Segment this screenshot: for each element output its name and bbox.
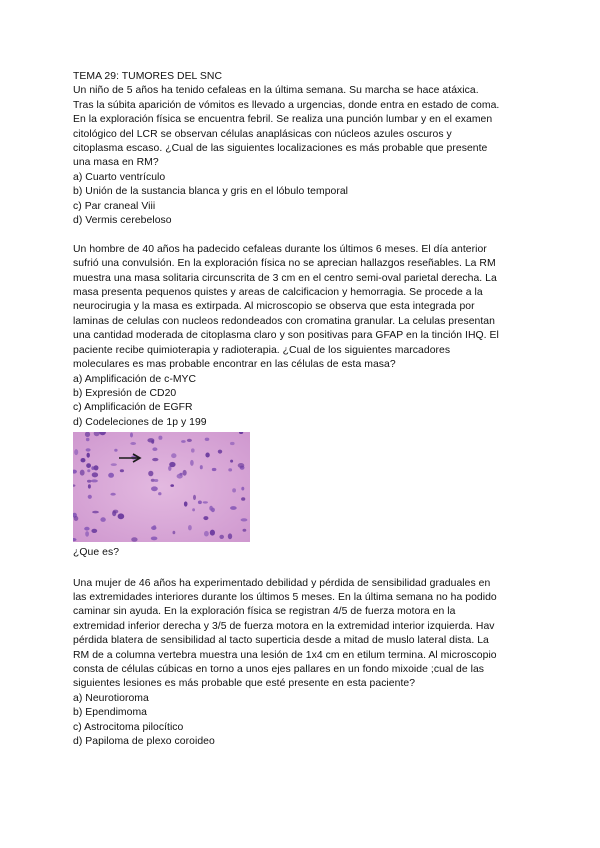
question-4 <box>73 577 533 750</box>
cell-nucleus <box>218 450 222 454</box>
cell-nucleus <box>118 514 125 520</box>
cell-nucleus <box>154 479 158 482</box>
cell-nucleus <box>91 529 97 533</box>
cell-nucleus <box>92 511 99 514</box>
cell-nucleus <box>205 438 210 441</box>
cell-nucleus <box>173 531 176 535</box>
q4-line: las extremidades interiores durante los últimos 5 meses. En la última semana no ha podido <box>73 591 497 603</box>
cell-nucleus <box>131 537 137 542</box>
cell-nucleus <box>88 495 92 499</box>
cell-nucleus <box>148 471 153 477</box>
q4-line: RM de a columna vertebra muestra una lesión de 1x4 cm en etilum termina. Al microscopio <box>73 649 497 661</box>
cell-nucleus <box>113 510 119 514</box>
q4-line: Una mujer de 46 años ha experimentado debilidad y pérdida de sensibilidad graduales en <box>73 577 491 589</box>
q4-line: siguientes lesiones es más probable que esté presente en esta paciente? <box>73 678 416 690</box>
cell-nucleus <box>203 501 208 503</box>
cell-nucleus <box>158 492 161 495</box>
cell-nucleus <box>151 537 158 541</box>
cell-nucleus <box>74 516 79 521</box>
histology-micrograph <box>73 432 250 542</box>
cell-nucleus <box>228 534 232 540</box>
cell-nucleus <box>114 449 117 452</box>
q4-option-b: b) Ependimoma <box>73 707 147 719</box>
q1-line: En la exploración física se encuentra febril. Se realiza una punción lumbar y en el examen <box>73 114 493 126</box>
cell-nucleus <box>181 440 186 443</box>
cell-nucleus <box>88 484 91 488</box>
cell-nucleus <box>85 531 89 537</box>
q1-option-d: d) Vermis cerebeloso <box>73 215 172 227</box>
cell-nucleus <box>219 535 224 539</box>
cell-nucleus <box>80 470 85 476</box>
cell-nucleus <box>120 469 124 472</box>
cell-nucleus <box>188 525 192 530</box>
cell-nucleus <box>100 517 105 522</box>
q4-option-a: a) Neurotioroma <box>73 692 149 704</box>
q4-option-d: d) Papiloma de plexo coroideo <box>73 736 215 748</box>
cell-nucleus <box>190 460 194 466</box>
cell-nucleus <box>91 480 98 483</box>
q4-option-c: c) Astrocitoma pilocítico <box>73 721 184 733</box>
q2-option-c: c) Amplificación de EGFR <box>73 402 193 414</box>
q1-line: Tras la súbita aparición de vómitos es llevado a urgencias, donde entra en estado de coma. <box>73 99 500 111</box>
cell-nucleus <box>87 453 90 458</box>
spacer <box>73 228 533 242</box>
cell-nucleus <box>169 462 175 467</box>
cell-nucleus <box>130 442 136 445</box>
cell-nucleus <box>86 463 91 468</box>
cell-nucleus <box>170 484 174 487</box>
cell-nucleus <box>94 465 99 470</box>
cell-nucleus <box>171 453 176 458</box>
q2-option-a: a) Amplificación de c-MYC <box>73 373 197 385</box>
q2-line: neurocirugia y la masa es extirpada. Al microscopio se observa que esta integrada por <box>73 301 475 313</box>
cell-nucleus <box>187 439 192 442</box>
cell-nucleus <box>74 449 78 455</box>
q1-line: una masa en RM? <box>73 157 159 169</box>
question-2 <box>73 243 533 430</box>
cell-nucleus <box>147 438 154 442</box>
cell-nucleus <box>230 442 235 445</box>
q1-option-b: b) Unión de la sustancia blanca y gris en el lóbulo temporal <box>73 186 349 198</box>
cell-nucleus <box>87 469 90 472</box>
cell-nucleus <box>243 529 247 532</box>
cell-nucleus <box>84 527 89 531</box>
cell-nucleus <box>153 525 156 529</box>
cell-nucleus <box>210 530 215 536</box>
cell-nucleus <box>151 487 158 492</box>
cell-nucleus <box>241 518 248 521</box>
cell-nucleus <box>183 470 187 476</box>
document-page <box>73 70 533 749</box>
q2-line: una cantidad moderada de citoplasma claro y son positivas para GFAP en la tinción IHQ. El <box>73 330 499 342</box>
cell-nucleus <box>192 508 195 511</box>
cell-nucleus <box>193 495 196 500</box>
cell-nucleus <box>241 497 245 501</box>
cell-nucleus <box>108 473 114 478</box>
cell-nucleus <box>209 506 213 511</box>
cell-nucleus <box>87 480 91 483</box>
cell-nucleus <box>184 502 188 507</box>
cell-nucleus <box>111 463 117 466</box>
q1-line: citoplasma escaso. ¿Cual de las siguientes localizaciones es más probable que presente <box>73 143 488 155</box>
cell-nucleus <box>86 448 91 451</box>
cell-nucleus <box>238 463 245 468</box>
cell-nucleus <box>152 458 158 461</box>
cell-nucleus <box>179 473 182 476</box>
cell-nucleus <box>230 460 233 463</box>
cell-nucleus <box>130 433 133 438</box>
cell-nucleus <box>81 458 86 462</box>
q2-option-d: d) Codeleciones de 1p y 199 <box>73 416 207 428</box>
q4-line: caminar sin ayuda. En la exploración física se registran 4/5 de fuerza motora en la <box>73 606 456 618</box>
cell-nucleus <box>212 468 217 471</box>
tissue-background <box>73 432 250 542</box>
q2-line: moleculares es mas probable encontrar en las células de esta masa? <box>73 359 396 371</box>
spacer <box>73 561 533 577</box>
cell-nucleus <box>198 501 202 505</box>
q4-line: consta de células cúbicas en torno a unos ejes pallares en un fondo mixoide ;cual de las <box>73 663 485 675</box>
cell-nucleus <box>158 436 162 440</box>
q1-line: citológico del LCR se observan células anaplásicas con núcleos azules oscuros y <box>73 128 452 140</box>
cell-nucleus <box>191 449 195 453</box>
cell-nucleus <box>200 465 203 469</box>
cell-nucleus <box>228 468 232 471</box>
cell-nucleus <box>230 506 237 510</box>
cell-nucleus <box>92 473 98 478</box>
cell-nucleus <box>152 448 157 452</box>
q2-line: masa presenta pequenos quistes y areas de calcificacion y hemorragia. Se procede a la <box>73 287 483 299</box>
q2-option-b: b) Expresión de CD20 <box>73 387 177 399</box>
cell-nucleus <box>241 487 244 491</box>
q2-line: sufrió una convulsión. En la exploración física no se aprecian hallazgos reseñables. La RM <box>73 258 496 270</box>
cell-nucleus <box>204 531 209 537</box>
q1-option-c: c) Par craneal Viii <box>73 200 156 212</box>
question-1 <box>73 84 533 228</box>
q2-line: laminas de celulas con nucleos redondeados con cromatina granular. La celulas presentan <box>73 315 495 327</box>
cell-nucleus <box>86 438 90 441</box>
q2-line: muestra una masa solitaria circunscrita de 3 cm en el centro semi-oval parietal derecha. La <box>73 272 497 284</box>
q2-line: Un hombre de 40 años ha padecido cefaleas durante los últimos 6 meses. El día anterior <box>73 243 487 255</box>
q1-option-a: a) Cuarto ventrículo <box>73 171 166 183</box>
q2-line: paciente recibe quimioterapia y radioterapia. ¿Cual de los siguientes marcadores <box>73 344 451 356</box>
cell-nucleus <box>110 493 115 496</box>
page-title: TEMA 29: TUMORES DEL SNC <box>73 71 223 82</box>
cell-nucleus <box>205 453 209 458</box>
q1-line: Un niño de 5 años ha tenido cefaleas en la última semana. Su marcha se hace atáxica. <box>73 85 479 97</box>
q4-line: extremidad inferior derecha y 3/5 de fuerza motora en la extremidad interior izquierda. Hav <box>73 620 495 632</box>
q4-line: pérdida blatera de sensibilidad al tacto superticia desde a mitad de muslo lateral dista. La <box>73 635 489 647</box>
cell-nucleus <box>203 516 208 520</box>
q3-caption: ¿Que es? <box>73 547 120 559</box>
cell-nucleus <box>232 488 236 492</box>
